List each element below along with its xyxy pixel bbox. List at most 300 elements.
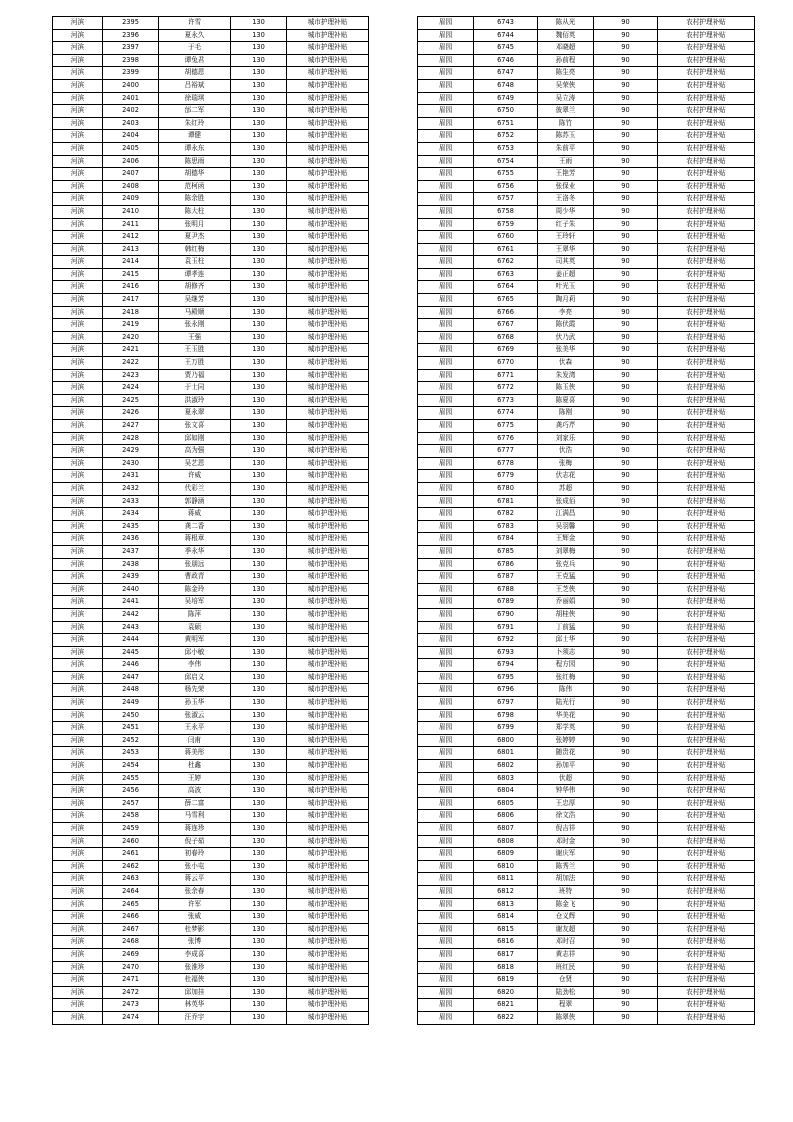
amount-cell: 130 <box>231 256 287 269</box>
area-cell: 河滨 <box>53 558 103 571</box>
area-cell: 眉园 <box>418 608 474 621</box>
amount-cell: 130 <box>231 986 287 999</box>
amount-cell: 90 <box>594 357 658 370</box>
table-row <box>53 357 369 370</box>
amount-cell: 90 <box>594 407 658 420</box>
area-cell: 河滨 <box>53 646 103 659</box>
table-row <box>418 671 755 684</box>
area-cell: 眉园 <box>418 860 474 873</box>
name-cell: 程翠 <box>538 999 594 1012</box>
name-cell: 吕裕斌 <box>159 79 231 92</box>
serial-number-cell: 2456 <box>103 785 159 798</box>
subsidy-type-cell: 城市护理补贴 <box>287 205 369 218</box>
serial-number-cell: 6764 <box>474 281 538 294</box>
subsidy-type-cell: 农村护理补贴 <box>658 42 755 55</box>
amount-cell: 90 <box>594 596 658 609</box>
area-cell: 河滨 <box>53 420 103 433</box>
name-cell: 谭永东 <box>159 142 231 155</box>
subsidy-type-cell: 农村护理补贴 <box>658 911 755 924</box>
serial-number-cell: 6813 <box>474 898 538 911</box>
table-row <box>53 986 369 999</box>
area-cell: 眉园 <box>418 67 474 80</box>
table-row <box>53 898 369 911</box>
name-cell: 王强 <box>159 331 231 344</box>
name-cell: 王翠华 <box>538 243 594 256</box>
subsidy-type-cell: 城市护理补贴 <box>287 193 369 206</box>
name-cell: 夏永翠 <box>159 407 231 420</box>
amount-cell: 90 <box>594 885 658 898</box>
subsidy-type-cell: 农村护理补贴 <box>658 558 755 571</box>
area-cell: 河滨 <box>53 508 103 521</box>
serial-number-cell: 2419 <box>103 319 159 332</box>
name-cell: 徐瑞琪 <box>159 92 231 105</box>
serial-number-cell: 2399 <box>103 67 159 80</box>
amount-cell: 130 <box>231 848 287 861</box>
subsidy-type-cell: 农村护理补贴 <box>658 923 755 936</box>
subsidy-type-cell: 城市护理补贴 <box>287 999 369 1012</box>
subsidy-type-cell: 城市护理补贴 <box>287 243 369 256</box>
subsidy-type-cell: 农村护理补贴 <box>658 420 755 433</box>
serial-number-cell: 6779 <box>474 470 538 483</box>
name-cell: 胡德恩 <box>159 67 231 80</box>
subsidy-type-cell: 城市护理补贴 <box>287 142 369 155</box>
amount-cell: 90 <box>594 772 658 785</box>
amount-cell: 130 <box>231 29 287 42</box>
area-cell: 眉园 <box>418 155 474 168</box>
table-row <box>53 205 369 218</box>
serial-number-cell: 6748 <box>474 79 538 92</box>
name-cell: 韩红梅 <box>159 243 231 256</box>
amount-cell: 90 <box>594 911 658 924</box>
serial-number-cell: 2423 <box>103 369 159 382</box>
table-row <box>53 243 369 256</box>
table-row <box>53 974 369 987</box>
amount-cell: 90 <box>594 760 658 773</box>
name-cell: 蒋根章 <box>159 533 231 546</box>
area-cell: 河滨 <box>53 130 103 143</box>
serial-number-cell: 2396 <box>103 29 159 42</box>
serial-number-cell: 6793 <box>474 646 538 659</box>
amount-cell: 130 <box>231 105 287 118</box>
subsidy-type-cell: 农村护理补贴 <box>658 760 755 773</box>
table-row <box>418 709 755 722</box>
serial-number-cell: 6763 <box>474 268 538 281</box>
amount-cell: 130 <box>231 860 287 873</box>
table-row <box>53 545 369 558</box>
amount-cell: 90 <box>594 961 658 974</box>
subsidy-type-cell: 城市护理补贴 <box>287 231 369 244</box>
amount-cell: 90 <box>594 17 658 30</box>
amount-cell: 90 <box>594 67 658 80</box>
name-cell: 邓时召 <box>538 936 594 949</box>
amount-cell: 130 <box>231 545 287 558</box>
table-row <box>53 734 369 747</box>
name-cell: 王芝侠 <box>538 583 594 596</box>
subsidy-type-cell: 城市护理补贴 <box>287 596 369 609</box>
subsidy-type-cell: 城市护理补贴 <box>287 508 369 521</box>
table-row <box>53 810 369 823</box>
subsidy-type-cell: 农村护理补贴 <box>658 142 755 155</box>
table-row <box>418 306 755 319</box>
area-cell: 眉园 <box>418 621 474 634</box>
amount-cell: 90 <box>594 659 658 672</box>
table-row <box>418 155 755 168</box>
subsidy-type-cell: 农村护理补贴 <box>658 369 755 382</box>
subsidy-type-cell: 农村护理补贴 <box>658 608 755 621</box>
name-cell: 吴培军 <box>159 596 231 609</box>
amount-cell: 130 <box>231 760 287 773</box>
area-cell: 眉园 <box>418 898 474 911</box>
name-cell: 叶光玉 <box>538 281 594 294</box>
area-cell: 河滨 <box>53 860 103 873</box>
name-cell: 伏森 <box>538 357 594 370</box>
subsidy-type-cell: 城市护理补贴 <box>287 974 369 987</box>
table-row <box>53 180 369 193</box>
area-cell: 河滨 <box>53 17 103 30</box>
name-cell: 王洛冬 <box>538 193 594 206</box>
amount-cell: 130 <box>231 445 287 458</box>
name-cell: 张成佰 <box>538 495 594 508</box>
table-row <box>418 67 755 80</box>
name-cell: 陈生亮 <box>538 67 594 80</box>
area-cell: 眉园 <box>418 722 474 735</box>
subsidy-type-cell: 城市护理补贴 <box>287 130 369 143</box>
table-row <box>418 117 755 130</box>
table-row <box>53 29 369 42</box>
serial-number-cell: 2451 <box>103 722 159 735</box>
amount-cell: 130 <box>231 697 287 710</box>
area-cell: 河滨 <box>53 155 103 168</box>
subsidy-type-cell: 城市护理补贴 <box>287 42 369 55</box>
right-subsidy-table <box>417 16 755 1025</box>
serial-number-cell: 6751 <box>474 117 538 130</box>
subsidy-type-cell: 农村护理补贴 <box>658 974 755 987</box>
subsidy-type-cell: 城市护理补贴 <box>287 344 369 357</box>
serial-number-cell: 6818 <box>474 961 538 974</box>
table-row <box>418 79 755 92</box>
name-cell: 刘翠梅 <box>538 545 594 558</box>
name-cell: 谭孝连 <box>159 268 231 281</box>
serial-number-cell: 6770 <box>474 357 538 370</box>
serial-number-cell: 2460 <box>103 835 159 848</box>
serial-number-cell: 6773 <box>474 394 538 407</box>
subsidy-type-cell: 城市护理补贴 <box>287 79 369 92</box>
subsidy-type-cell: 城市护理补贴 <box>287 168 369 181</box>
serial-number-cell: 6769 <box>474 344 538 357</box>
name-cell: 李亮 <box>538 306 594 319</box>
area-cell: 河滨 <box>53 457 103 470</box>
name-cell: 倪子茹 <box>159 835 231 848</box>
name-cell: 夏尹杰 <box>159 231 231 244</box>
serial-number-cell: 2421 <box>103 344 159 357</box>
amount-cell: 90 <box>594 709 658 722</box>
subsidy-type-cell: 农村护理补贴 <box>658 684 755 697</box>
serial-number-cell: 6816 <box>474 936 538 949</box>
area-cell: 眉园 <box>418 646 474 659</box>
table-row <box>53 495 369 508</box>
subsidy-type-cell: 城市护理补贴 <box>287 256 369 269</box>
amount-cell: 130 <box>231 722 287 735</box>
table-row <box>418 772 755 785</box>
area-cell: 河滨 <box>53 67 103 80</box>
serial-number-cell: 6810 <box>474 860 538 873</box>
amount-cell: 130 <box>231 936 287 949</box>
serial-number-cell: 2400 <box>103 79 159 92</box>
area-cell: 眉园 <box>418 268 474 281</box>
name-cell: 高为强 <box>159 445 231 458</box>
amount-cell: 90 <box>594 29 658 42</box>
subsidy-type-cell: 农村护理补贴 <box>658 457 755 470</box>
name-cell: 胡德华 <box>159 168 231 181</box>
serial-number-cell: 6795 <box>474 671 538 684</box>
table-row <box>53 697 369 710</box>
subsidy-type-cell: 农村护理补贴 <box>658 621 755 634</box>
amount-cell: 90 <box>594 382 658 395</box>
serial-number-cell: 2464 <box>103 885 159 898</box>
name-cell: 陆光行 <box>538 697 594 710</box>
name-cell: 龚二香 <box>159 520 231 533</box>
table-row <box>418 533 755 546</box>
serial-number-cell: 2411 <box>103 218 159 231</box>
serial-number-cell: 2406 <box>103 155 159 168</box>
table-row <box>418 885 755 898</box>
subsidy-type-cell: 农村护理补贴 <box>658 948 755 961</box>
area-cell: 眉园 <box>418 306 474 319</box>
table-row <box>418 369 755 382</box>
serial-number-cell: 2401 <box>103 92 159 105</box>
name-cell: 张永刚 <box>159 319 231 332</box>
table-row <box>53 709 369 722</box>
table-row <box>53 331 369 344</box>
name-cell: 李伟 <box>159 659 231 672</box>
area-cell: 眉园 <box>418 357 474 370</box>
name-cell: 魏佰英 <box>538 29 594 42</box>
name-cell: 姜正超 <box>538 268 594 281</box>
subsidy-type-cell: 城市护理补贴 <box>287 407 369 420</box>
amount-cell: 130 <box>231 671 287 684</box>
amount-cell: 130 <box>231 1011 287 1024</box>
area-cell: 河滨 <box>53 671 103 684</box>
table-row <box>418 911 755 924</box>
amount-cell: 90 <box>594 231 658 244</box>
amount-cell: 130 <box>231 634 287 647</box>
table-row <box>53 520 369 533</box>
amount-cell: 130 <box>231 344 287 357</box>
serial-number-cell: 6768 <box>474 331 538 344</box>
name-cell: 陈刚 <box>538 407 594 420</box>
serial-number-cell: 2448 <box>103 684 159 697</box>
name-cell: 吴继芳 <box>159 294 231 307</box>
name-cell: 林英华 <box>159 999 231 1012</box>
subsidy-type-cell: 农村护理补贴 <box>658 130 755 143</box>
name-cell: 蒋连珍 <box>159 823 231 836</box>
amount-cell: 130 <box>231 155 287 168</box>
subsidy-type-cell: 农村护理补贴 <box>658 785 755 798</box>
amount-cell: 90 <box>594 155 658 168</box>
name-cell: 陈萍 <box>159 608 231 621</box>
amount-cell: 130 <box>231 608 287 621</box>
amount-cell: 130 <box>231 495 287 508</box>
serial-number-cell: 2424 <box>103 382 159 395</box>
subsidy-type-cell: 农村护理补贴 <box>658 671 755 684</box>
table-row <box>418 936 755 949</box>
amount-cell: 130 <box>231 281 287 294</box>
amount-cell: 130 <box>231 508 287 521</box>
name-cell: 陈大柱 <box>159 205 231 218</box>
name-cell: 邓时金 <box>538 835 594 848</box>
name-cell: 邰二军 <box>159 105 231 118</box>
name-cell: 程方园 <box>538 659 594 672</box>
amount-cell: 130 <box>231 243 287 256</box>
table-row <box>418 873 755 886</box>
area-cell: 河滨 <box>53 709 103 722</box>
left-table-body <box>53 17 369 1025</box>
subsidy-type-cell: 城市护理补贴 <box>287 281 369 294</box>
amount-cell: 130 <box>231 684 287 697</box>
area-cell: 河滨 <box>53 898 103 911</box>
area-cell: 河滨 <box>53 835 103 848</box>
serial-number-cell: 6808 <box>474 835 538 848</box>
amount-cell: 90 <box>594 79 658 92</box>
serial-number-cell: 6798 <box>474 709 538 722</box>
table-row <box>418 810 755 823</box>
serial-number-cell: 6800 <box>474 734 538 747</box>
table-row <box>418 344 755 357</box>
amount-cell: 90 <box>594 545 658 558</box>
name-cell: 陈思雨 <box>159 155 231 168</box>
amount-cell: 90 <box>594 294 658 307</box>
amount-cell: 90 <box>594 218 658 231</box>
name-cell: 许军 <box>159 898 231 911</box>
subsidy-type-cell: 农村护理补贴 <box>658 772 755 785</box>
name-cell: 汪乔宇 <box>159 1011 231 1024</box>
area-cell: 河滨 <box>53 697 103 710</box>
serial-number-cell: 6809 <box>474 848 538 861</box>
area-cell: 河滨 <box>53 142 103 155</box>
area-cell: 眉园 <box>418 634 474 647</box>
name-cell: 孙前程 <box>538 54 594 67</box>
amount-cell: 90 <box>594 92 658 105</box>
table-row <box>53 621 369 634</box>
amount-cell: 130 <box>231 747 287 760</box>
table-row <box>53 344 369 357</box>
name-cell: 陈夏喜 <box>538 394 594 407</box>
name-cell: 徐文浩 <box>538 810 594 823</box>
area-cell: 河滨 <box>53 243 103 256</box>
subsidy-type-cell: 农村护理补贴 <box>658 697 755 710</box>
name-cell: 刘家乐 <box>538 432 594 445</box>
area-cell: 眉园 <box>418 432 474 445</box>
table-row <box>53 432 369 445</box>
table-row <box>53 42 369 55</box>
serial-number-cell: 6760 <box>474 231 538 244</box>
subsidy-type-cell: 城市护理补贴 <box>287 823 369 836</box>
amount-cell: 90 <box>594 482 658 495</box>
table-row <box>53 999 369 1012</box>
serial-number-cell: 2443 <box>103 621 159 634</box>
table-row <box>53 130 369 143</box>
serial-number-cell: 2440 <box>103 583 159 596</box>
name-cell: 于士同 <box>159 382 231 395</box>
table-row <box>418 457 755 470</box>
serial-number-cell: 6819 <box>474 974 538 987</box>
table-row <box>53 885 369 898</box>
subsidy-type-cell: 农村护理补贴 <box>658 231 755 244</box>
amount-cell: 90 <box>594 948 658 961</box>
area-cell: 眉园 <box>418 243 474 256</box>
subsidy-type-cell: 农村护理补贴 <box>658 344 755 357</box>
subsidy-type-cell: 城市护理补贴 <box>287 420 369 433</box>
subsidy-type-cell: 城市护理补贴 <box>287 54 369 67</box>
area-cell: 河滨 <box>53 571 103 584</box>
serial-number-cell: 6777 <box>474 445 538 458</box>
serial-number-cell: 6790 <box>474 608 538 621</box>
table-row <box>53 571 369 584</box>
subsidy-type-cell: 城市护理补贴 <box>287 697 369 710</box>
subsidy-type-cell: 农村护理补贴 <box>658 520 755 533</box>
name-cell: 许威 <box>159 470 231 483</box>
table-row <box>53 319 369 332</box>
serial-number-cell: 2461 <box>103 848 159 861</box>
serial-number-cell: 2466 <box>103 911 159 924</box>
subsidy-type-cell: 城市护理补贴 <box>287 936 369 949</box>
area-cell: 眉园 <box>418 923 474 936</box>
name-cell: 高波 <box>159 785 231 798</box>
name-cell: 张婷婷 <box>538 734 594 747</box>
name-cell: 邱加挂 <box>159 986 231 999</box>
table-row <box>53 785 369 798</box>
subsidy-type-cell: 农村护理补贴 <box>658 571 755 584</box>
area-cell: 眉园 <box>418 105 474 118</box>
area-cell: 河滨 <box>53 432 103 445</box>
name-cell: 蒋美彤 <box>159 747 231 760</box>
name-cell: 张余春 <box>159 885 231 898</box>
serial-number-cell: 2442 <box>103 608 159 621</box>
table-row <box>53 772 369 785</box>
serial-number-cell: 6762 <box>474 256 538 269</box>
subsidy-type-cell: 农村护理补贴 <box>658 331 755 344</box>
serial-number-cell: 2437 <box>103 545 159 558</box>
amount-cell: 130 <box>231 482 287 495</box>
name-cell: 陈翠侠 <box>538 1011 594 1024</box>
area-cell: 河滨 <box>53 684 103 697</box>
name-cell: 邱小敏 <box>159 646 231 659</box>
amount-cell: 90 <box>594 1011 658 1024</box>
subsidy-type-cell: 城市护理补贴 <box>287 621 369 634</box>
name-cell: 红子朱 <box>538 218 594 231</box>
table-row <box>53 608 369 621</box>
amount-cell: 90 <box>594 684 658 697</box>
name-cell: 蒋云平 <box>159 873 231 886</box>
area-cell: 眉园 <box>418 142 474 155</box>
serial-number-cell: 6752 <box>474 130 538 143</box>
serial-number-cell: 6786 <box>474 558 538 571</box>
table-row <box>53 193 369 206</box>
area-cell: 河滨 <box>53 885 103 898</box>
serial-number-cell: 2412 <box>103 231 159 244</box>
table-row <box>53 256 369 269</box>
area-cell: 河滨 <box>53 281 103 294</box>
serial-number-cell: 6820 <box>474 986 538 999</box>
area-cell: 眉园 <box>418 709 474 722</box>
area-cell: 河滨 <box>53 873 103 886</box>
area-cell: 眉园 <box>418 344 474 357</box>
subsidy-type-cell: 城市护理补贴 <box>287 860 369 873</box>
serial-number-cell: 6745 <box>474 42 538 55</box>
subsidy-type-cell: 农村护理补贴 <box>658 999 755 1012</box>
table-row <box>53 482 369 495</box>
serial-number-cell: 2408 <box>103 180 159 193</box>
